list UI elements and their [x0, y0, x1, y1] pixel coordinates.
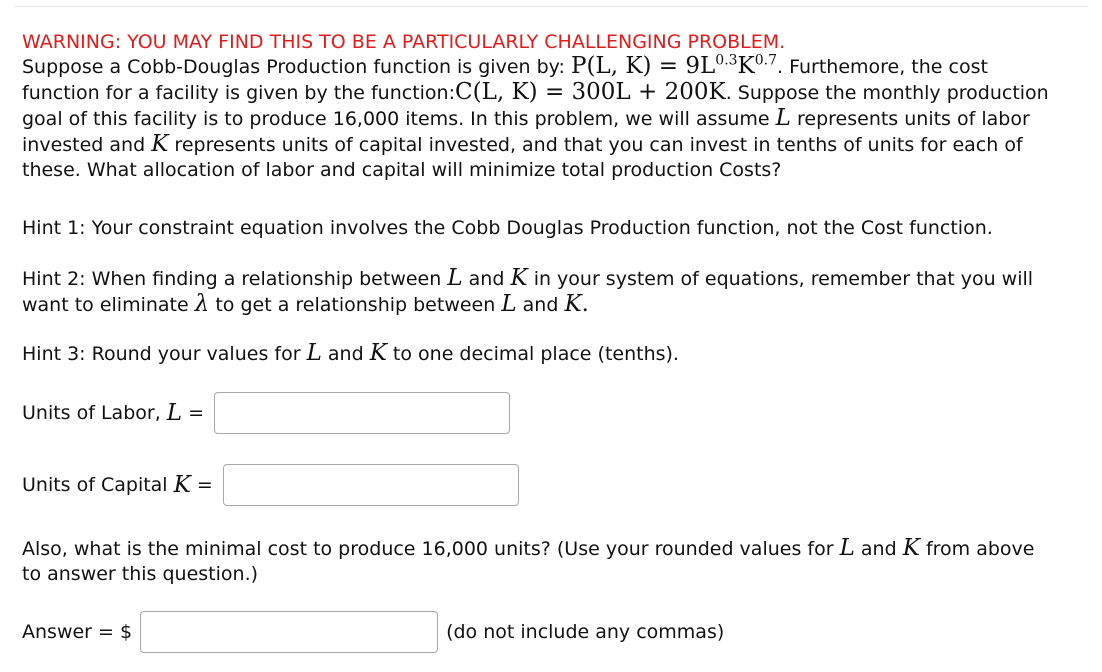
production-function: P(L, $K) = 9L^{0.3}K^{0.7}$ — [570, 52, 777, 79]
problem-statement: Suppose a Cobb-Douglas Production function is given by: P(L, $K) = 9L^{0.3}K^{0.7}$. Furthemore, the cost function for a facility is given by the function:C(L, K) = 300L + 200K. Suppose the monthly production goal of this facility is to produce 16,000 items. In this problem, we will assume L represents units of labor invested and K represents units of capital invested, and that you can invest in tenths of units for each of these. What allocation of labor and capital will minimize total production Costs? — [22, 52, 1049, 181]
hint-1: Hint 1: Your constraint equation involves the Cobb Douglas Production function, not the Cost function. — [22, 217, 993, 239]
hint-3: Hint 3: Round your values for L and K to one decimal place (tenths). — [22, 340, 679, 366]
warning-text: WARNING: YOU MAY FIND THIS TO BE A PARTICULARLY CHALLENGING PROBLEM. — [22, 31, 786, 53]
answer-note: (do not include any commas) — [446, 621, 725, 643]
capital-row: Units of Capital K = — [22, 464, 519, 506]
hint-2: Hint 2: When finding a relationship between L and K in your system of equations, remember that you will want to eliminate λ to get a relationship between L and K. — [22, 265, 1034, 317]
answer-label: Answer = $ — [22, 621, 133, 643]
labor-label: Units of Labor, — [22, 402, 161, 424]
capital-label: Units of Capital — [22, 474, 168, 496]
problem-content — [22, 30, 1092, 643]
problem-text: Suppose a Cobb-Douglas Production function is given by: — [22, 56, 565, 78]
capital-input[interactable] — [223, 464, 519, 506]
labor-input[interactable] — [214, 392, 510, 434]
cost-function: C(L, K) = 300L + 200K — [455, 79, 726, 105]
answer-row — [22, 611, 724, 653]
answer-input[interactable] — [140, 611, 438, 653]
labor-row: Units of Labor, L = — [22, 392, 510, 434]
top-divider — [14, 6, 1088, 7]
minimal-cost-question: Also, what is the minimal cost to produce 16,000 units? (Use your rounded values for L and K from above to answer this question.) — [22, 535, 1035, 585]
